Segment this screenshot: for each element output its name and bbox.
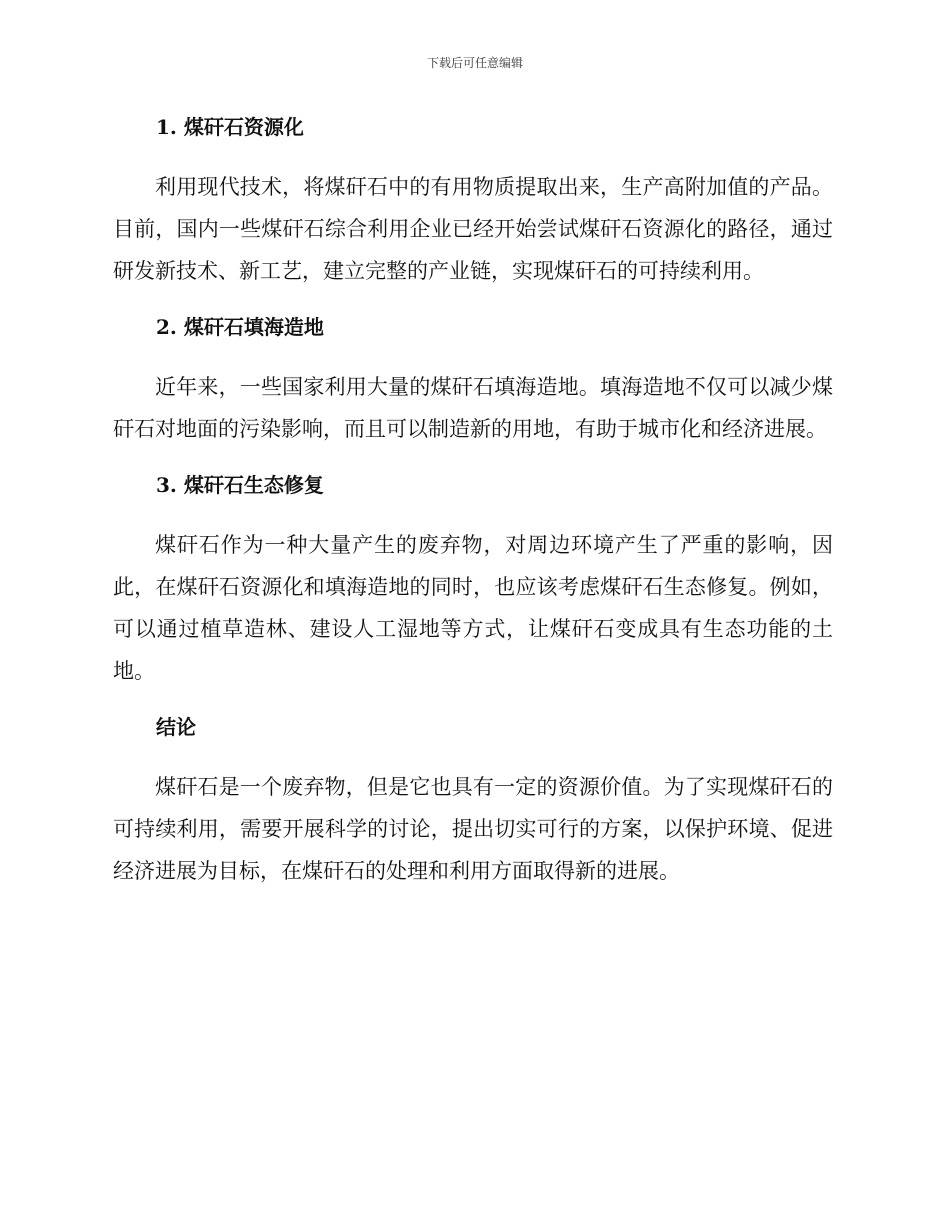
section-heading: 结论 bbox=[156, 715, 196, 739]
section-resource-utilization bbox=[113, 106, 833, 292]
section-ecological-restoration bbox=[113, 464, 833, 692]
section-conclusion bbox=[113, 706, 833, 892]
section-paragraph: 煤矸石作为一种大量产生的废弃物，对周边环境产生了严重的影响，因此，在煤矸石资源化和填海造地的同时，也应该考虑煤矸石生态修复。例如，可以通过植草造林、建设人工湿地等方式，让煤矸石变成具有生态功能的土地。 bbox=[113, 533, 833, 683]
section-heading: 2. 煤矸石填海造地 bbox=[156, 315, 324, 339]
section-heading: 1. 煤矸石资源化 bbox=[156, 115, 304, 139]
document-body bbox=[113, 106, 833, 906]
section-paragraph: 煤矸石是一个废弃物，但是它也具有一定的资源价值。为了实现煤矸石的可持续利用，需要开展科学的讨论，提出切实可行的方案，以保护环境、促进经济进展为目标，在煤矸石的处理和利用方面取得新的进展。 bbox=[113, 775, 833, 883]
page-header: 下载后可任意编辑 bbox=[426, 56, 523, 70]
section-paragraph: 利用现代技术，将煤矸石中的有用物质提取出来，生产高附加值的产品。目前，国内一些煤矸石综合利用企业已经开始尝试煤矸石资源化的路径，通过研发新技术、新工艺，建立完整的产业链，实现煤矸石的可持续利用。 bbox=[113, 175, 833, 283]
section-land-reclamation bbox=[113, 306, 833, 450]
section-paragraph: 近年来，一些国家利用大量的煤矸石填海造地。填海造地不仅可以减少煤矸石对地面的污染影响，而且可以制造新的用地，有助于城市化和经济进展。 bbox=[113, 375, 833, 441]
section-heading: 3. 煤矸石生态修复 bbox=[156, 473, 324, 497]
